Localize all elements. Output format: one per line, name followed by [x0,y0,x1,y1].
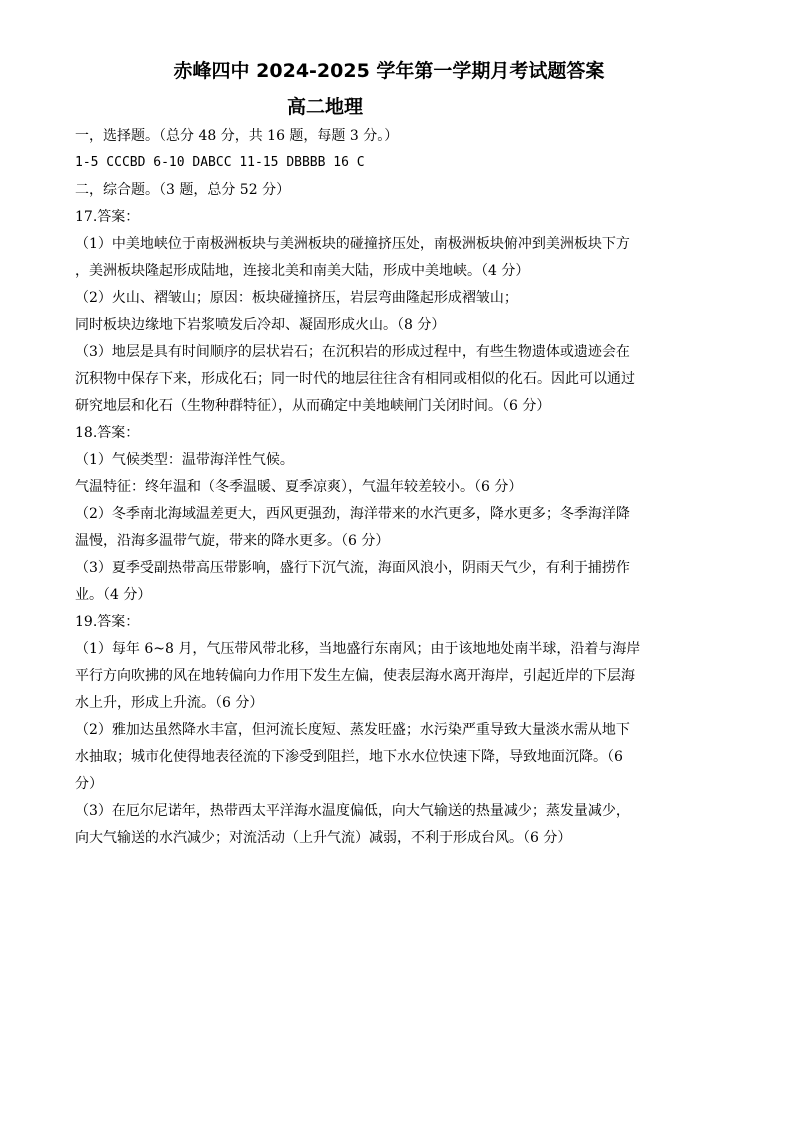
q17-line: 同时板块边缘地下岩浆喷发后冷却、凝固形成火山。（8 分） [75,317,446,333]
q19-line: 分） [75,776,103,792]
q19-line: （1）每年 6~8 月，气压带风带北移，当地盛行东南风；由于该地地处南半球，沿着与海岸 [75,641,641,657]
q17-line: （3）地层是具有时间顺序的层状岩石；在沉积岩的形成过程中，有些生物遗体或遗迹会在 [75,344,630,360]
q19-line: （3）在厄尔尼诺年，热带西太平洋海水温度偏低，向大气输送的热量减少；蒸发量减少， [75,803,630,819]
section1-heading: 一，选择题。（总分 48 分，共 16 题，每题 3 分。） [75,128,399,144]
q18-line: （1）气候类型：温带海洋性气候。 [75,452,294,468]
q17-line: 研究地层和化石（生物种群特征），从而确定中美地峡闸门关闭时间。（6 分） [75,398,551,414]
q17-line: （2）火山、褶皱山；原因：板块碰撞挤压，岩层弯曲隆起形成褶皱山； [75,290,518,306]
q19-line: 水上升，形成上升流。（6 分） [75,695,264,711]
page-subtitle: 高二地理 [286,96,363,118]
q18-line: （3）夏季受副热带高压带影响，盛行下沉气流，海面风浪小，阴雨天气少，有利于捕捞作 [75,560,630,576]
q18-line: （2）冬季南北海域温差更大，西风更强劲，海洋带来的水汽更多，降水更多；冬季海洋降 [75,506,630,522]
q17-line: （1）中美地峡位于南极洲板块与美洲板块的碰撞挤压处，南极洲板块俯冲到美洲板块下方 [75,236,630,252]
q19-label: 19.答案： [75,614,140,630]
q18-line: 业。（4 分） [75,587,152,603]
section1-answers: 1-5 CCCBD 6-10 DABCC 11-15 DBBBB 16 C [75,155,365,170]
q19-line: （2）雅加达虽然降水丰富，但河流长度短、蒸发旺盛；水污染严重导致大量淡水需从地下 [75,722,630,738]
q19-line: 平行方向吹拂的风在地转偏向力作用下发生左偏，使表层海水离开海岸，引起近岸的下层海 [75,668,635,684]
q18-line: 气温特征：终年温和（冬季温暖、夏季凉爽），气温年较差较小。（6 分） [75,479,523,495]
q18-line: 温慢，沿海多温带气旋，带来的降水更多。（6 分） [75,533,390,549]
q17-label: 17.答案： [75,209,140,225]
page-title: 赤峰四中 2024-2025 学年第一学期月考试题答案 [173,60,605,82]
q17-line: ，美洲板块隆起形成陆地，连接北美和南美大陆，形成中美地峡。（4 分） [75,263,530,279]
q19-line: 向大气输送的水汽减少；对流活动（上升气流）减弱，不利于形成台风。（6 分） [75,830,572,846]
q19-line: 水抽取；城市化使得地表径流的下渗受到阻拦，地下水水位快速下降，导致地面沉降。（6 [75,749,623,765]
q18-label: 18.答案： [75,425,140,441]
section2-heading: 二，综合题。（3 题，总分 52 分） [75,182,291,198]
q17-line: 沉积物中保存下来，形成化石；同一时代的地层往往含有相同或相似的化石。因此可以通过 [75,371,635,387]
